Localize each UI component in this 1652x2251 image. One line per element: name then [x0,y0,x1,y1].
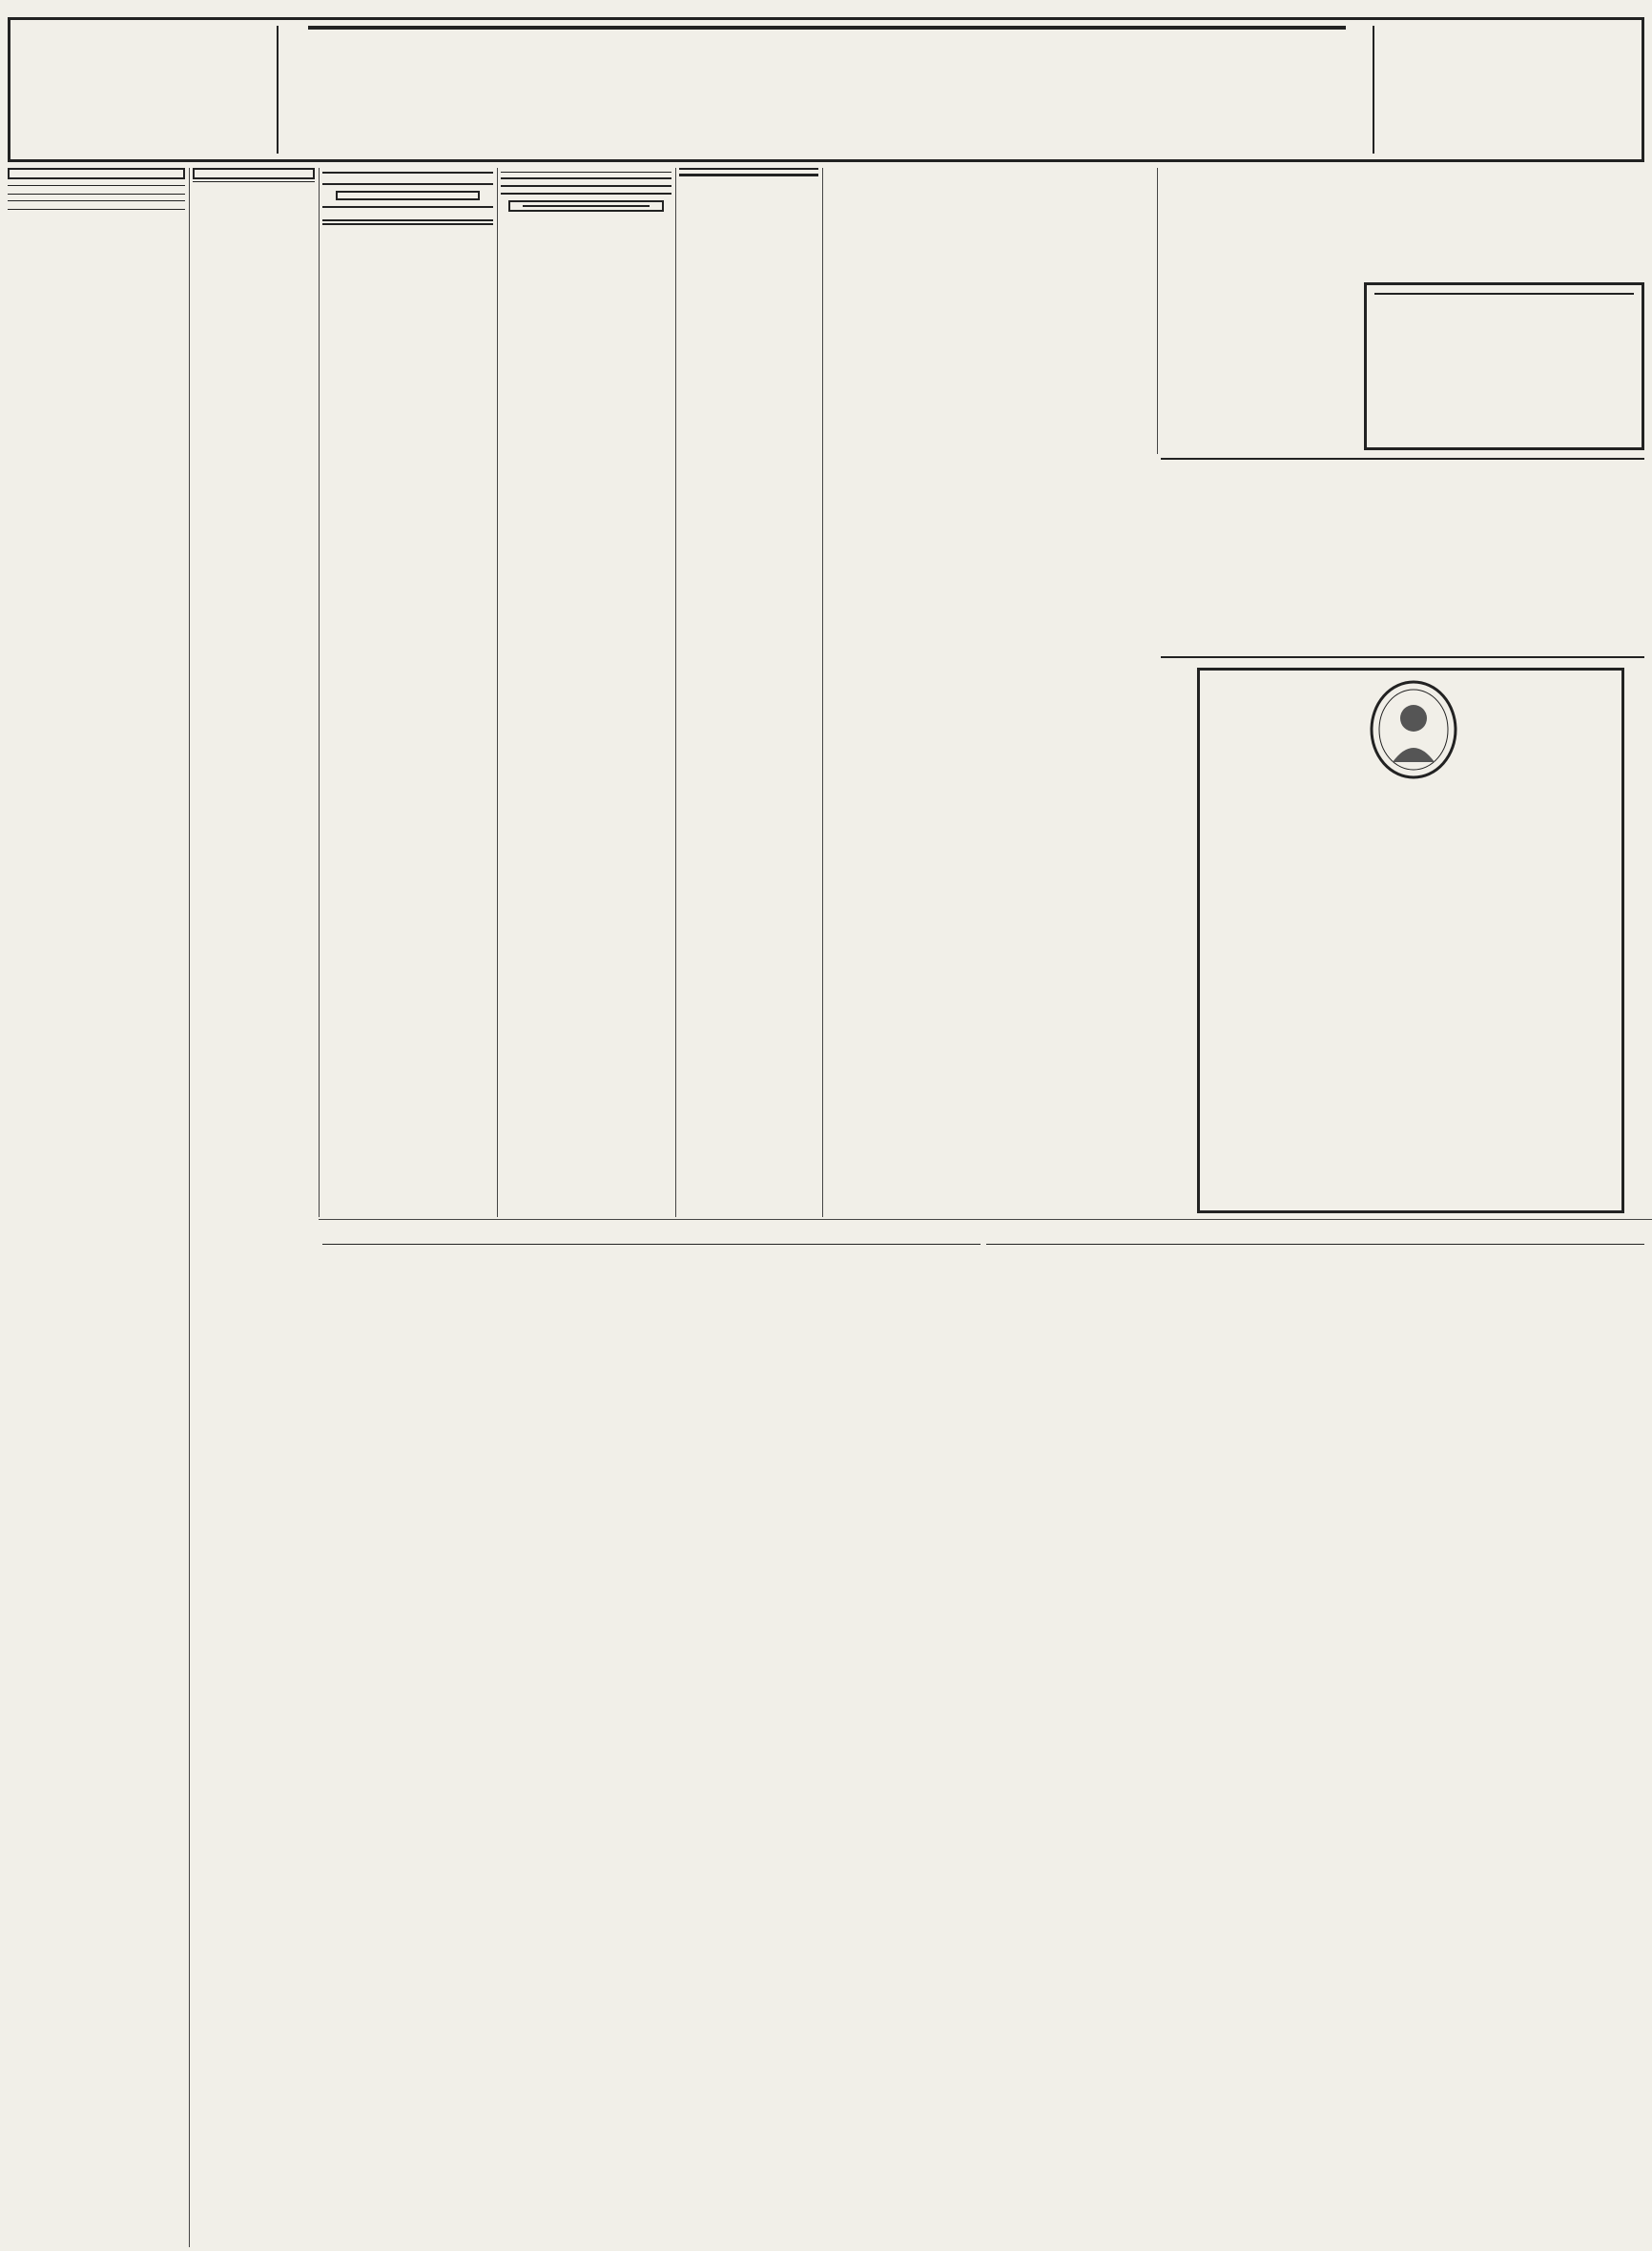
ad-horas-certas [1364,282,1644,450]
column-theatros [501,168,671,1217]
column-naturismo [679,168,818,1217]
ad-brand-row [1208,678,1614,783]
column-provincia-continued [826,168,1153,454]
victoria-medallion-icon [1368,678,1459,781]
ad-name [322,223,493,225]
banner-center-headline [308,26,1346,30]
ad-purgacoes [501,185,671,189]
banner-center-ad [289,24,1365,157]
banner-right-ad [1373,26,1638,154]
history-column-3 [988,1249,1274,2247]
ad-title-line1 [8,200,185,201]
ad-title [523,205,650,207]
ad-senhor-da-serra [8,185,185,195]
history-left-header [322,1225,981,1245]
ad-grande-casino [322,219,493,225]
festas-escolares [501,193,671,196]
column-jornal-do-soldado [193,168,315,2247]
ad-cacau-glicerofosfatado [1161,458,1644,658]
column-credito-predial [322,168,493,1217]
banner-left-ad [16,26,279,154]
ad-bolsa-de-lisboa [508,200,664,212]
ad-credito-predial [322,172,493,185]
article-title [679,169,818,170]
history-page-right [986,1225,1644,2247]
history-column-1 [353,1249,639,2247]
history-page-left [322,1225,981,2247]
section-subtitle [193,181,315,182]
ad-nunes-nunes [336,191,480,200]
ad-title [1374,293,1634,295]
column-provincia-end [1161,168,1644,273]
agenda-title [501,172,671,175]
top-banner-ad [8,17,1644,162]
centro-unionista-heading [501,177,671,181]
ad-como-se-curam [8,200,185,210]
section-title [679,174,818,176]
page-header-strip [0,0,1652,15]
history-column-2 [652,1249,939,2247]
history-right-header [986,1225,1644,1245]
de-toda-a-parte-heading [8,168,185,179]
lottery-section [322,206,493,216]
ad-caes-de-guarda [8,210,185,214]
ad-productos-para-calcado [1197,668,1624,1213]
section-title [193,168,315,179]
history-column-4 [1290,1249,1576,2247]
column-de-toda-a-parte [8,168,185,2247]
